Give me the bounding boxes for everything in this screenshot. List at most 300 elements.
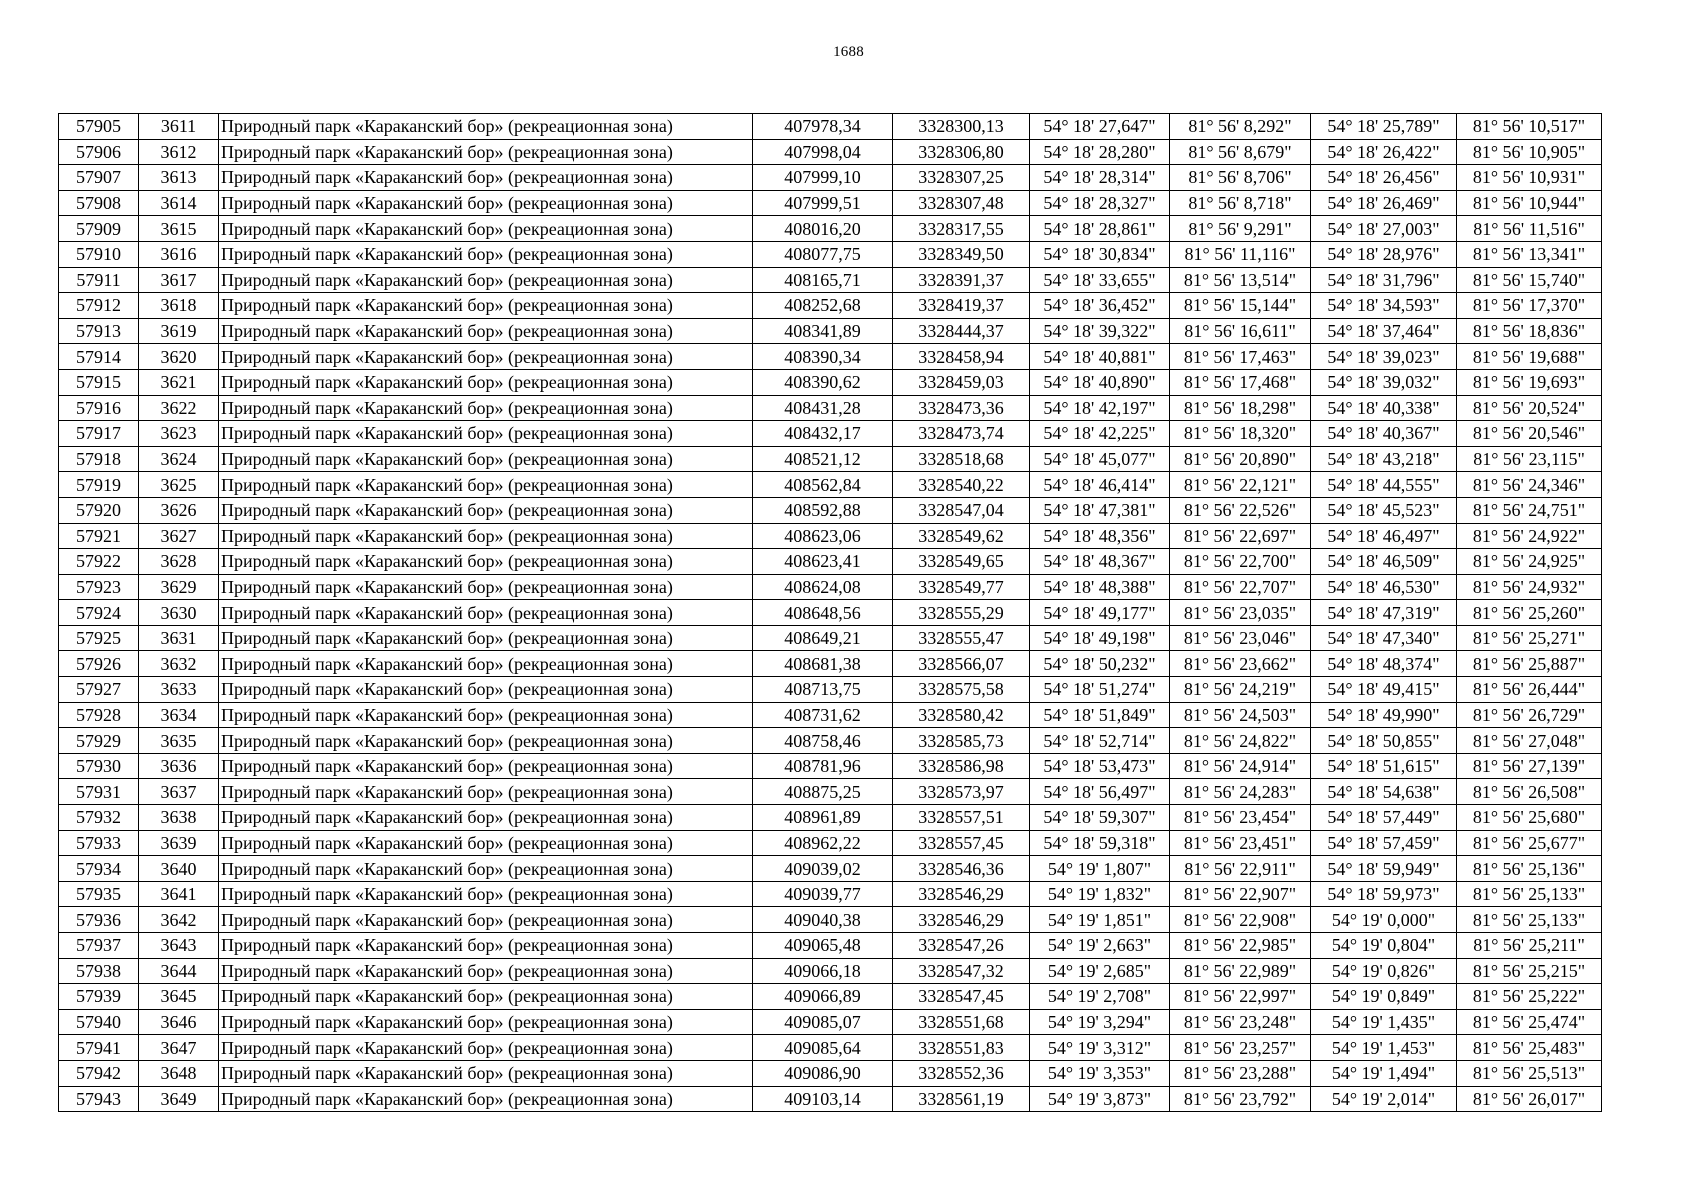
cell-lon-2: 81° 56' 20,546" xyxy=(1457,421,1602,447)
cell-row-no: 57935 xyxy=(59,881,139,907)
cell-lat-1: 54° 18' 28,327" xyxy=(1030,190,1170,216)
cell-name: Природный парк «Караканский бор» (рекреационная зона) xyxy=(219,1086,753,1112)
cell-lat-1: 54° 18' 56,497" xyxy=(1030,779,1170,805)
cell-lat-2: 54° 18' 39,023" xyxy=(1311,344,1457,370)
cell-name: Природный парк «Караканский бор» (рекреационная зона) xyxy=(219,241,753,267)
cell-y: 3328317,55 xyxy=(893,216,1030,242)
cell-point-no: 3640 xyxy=(139,856,219,882)
table-row xyxy=(59,753,1602,779)
cell-lat-1: 54° 18' 28,861" xyxy=(1030,216,1170,242)
cell-x: 408875,25 xyxy=(753,779,893,805)
cell-lon-1: 81° 56' 17,468" xyxy=(1170,369,1311,395)
cell-y: 3328307,25 xyxy=(893,165,1030,191)
cell-lat-2: 54° 18' 57,459" xyxy=(1311,830,1457,856)
cell-point-no: 3635 xyxy=(139,728,219,754)
cell-lat-2: 54° 18' 50,855" xyxy=(1311,728,1457,754)
cell-name: Природный парк «Караканский бор» (рекреационная зона) xyxy=(219,114,753,140)
cell-lat-1: 54° 18' 51,274" xyxy=(1030,677,1170,703)
cell-lon-2: 81° 56' 10,931" xyxy=(1457,165,1602,191)
cell-lat-1: 54° 18' 33,655" xyxy=(1030,267,1170,293)
cell-x: 408252,68 xyxy=(753,293,893,319)
cell-row-no: 57941 xyxy=(59,1035,139,1061)
cell-point-no: 3622 xyxy=(139,395,219,421)
table-row xyxy=(59,1009,1602,1035)
cell-row-no: 57936 xyxy=(59,907,139,933)
cell-row-no: 57924 xyxy=(59,600,139,626)
cell-lat-2: 54° 19' 1,494" xyxy=(1311,1060,1457,1086)
cell-x: 408341,89 xyxy=(753,318,893,344)
cell-lat-1: 54° 19' 3,353" xyxy=(1030,1060,1170,1086)
cell-row-no: 57918 xyxy=(59,446,139,472)
cell-row-no: 57922 xyxy=(59,549,139,575)
cell-lat-1: 54° 18' 49,177" xyxy=(1030,600,1170,626)
cell-name: Природный парк «Караканский бор» (рекреационная зона) xyxy=(219,472,753,498)
table-row xyxy=(59,779,1602,805)
cell-point-no: 3627 xyxy=(139,523,219,549)
table-row xyxy=(59,241,1602,267)
cell-lon-2: 81° 56' 24,751" xyxy=(1457,497,1602,523)
cell-row-no: 57914 xyxy=(59,344,139,370)
cell-lat-1: 54° 19' 1,807" xyxy=(1030,856,1170,882)
cell-lon-2: 81° 56' 26,508" xyxy=(1457,779,1602,805)
cell-name: Природный парк «Караканский бор» (рекреационная зона) xyxy=(219,165,753,191)
cell-y: 3328557,51 xyxy=(893,805,1030,831)
cell-name: Природный парк «Караканский бор» (рекреационная зона) xyxy=(219,651,753,677)
cell-x: 408781,96 xyxy=(753,753,893,779)
cell-lat-1: 54° 18' 40,890" xyxy=(1030,369,1170,395)
cell-row-no: 57919 xyxy=(59,472,139,498)
cell-lon-2: 81° 56' 25,680" xyxy=(1457,805,1602,831)
cell-row-no: 57926 xyxy=(59,651,139,677)
table-row xyxy=(59,958,1602,984)
cell-lon-2: 81° 56' 19,693" xyxy=(1457,369,1602,395)
cell-lat-2: 54° 18' 31,796" xyxy=(1311,267,1457,293)
cell-lon-1: 81° 56' 22,908" xyxy=(1170,907,1311,933)
cell-name: Природный парк «Караканский бор» (рекреационная зона) xyxy=(219,1060,753,1086)
cell-lat-1: 54° 19' 2,663" xyxy=(1030,933,1170,959)
cell-x: 408731,62 xyxy=(753,702,893,728)
cell-x: 408623,41 xyxy=(753,549,893,575)
cell-lat-2: 54° 18' 40,338" xyxy=(1311,395,1457,421)
cell-lon-2: 81° 56' 27,048" xyxy=(1457,728,1602,754)
cell-lon-2: 81° 56' 26,017" xyxy=(1457,1086,1602,1112)
cell-point-no: 3616 xyxy=(139,241,219,267)
table-row xyxy=(59,1086,1602,1112)
table-row xyxy=(59,114,1602,140)
cell-lon-1: 81° 56' 23,046" xyxy=(1170,625,1311,651)
cell-lat-1: 54° 19' 3,873" xyxy=(1030,1086,1170,1112)
cell-lat-2: 54° 18' 26,456" xyxy=(1311,165,1457,191)
cell-lat-1: 54° 18' 53,473" xyxy=(1030,753,1170,779)
cell-name: Природный парк «Караканский бор» (рекреационная зона) xyxy=(219,549,753,575)
cell-lat-1: 54° 19' 3,294" xyxy=(1030,1009,1170,1035)
cell-lon-2: 81° 56' 25,222" xyxy=(1457,984,1602,1010)
cell-point-no: 3647 xyxy=(139,1035,219,1061)
cell-x: 408713,75 xyxy=(753,677,893,703)
cell-x: 408961,89 xyxy=(753,805,893,831)
cell-y: 3328518,68 xyxy=(893,446,1030,472)
cell-lat-1: 54° 18' 27,647" xyxy=(1030,114,1170,140)
cell-lat-1: 54° 19' 3,312" xyxy=(1030,1035,1170,1061)
cell-lat-1: 54° 18' 51,849" xyxy=(1030,702,1170,728)
table-row xyxy=(59,267,1602,293)
cell-x: 408521,12 xyxy=(753,446,893,472)
cell-lon-1: 81° 56' 20,890" xyxy=(1170,446,1311,472)
cell-lon-2: 81° 56' 25,271" xyxy=(1457,625,1602,651)
cell-lat-1: 54° 19' 2,685" xyxy=(1030,958,1170,984)
cell-x: 409103,14 xyxy=(753,1086,893,1112)
cell-row-no: 57929 xyxy=(59,728,139,754)
cell-lat-1: 54° 18' 42,197" xyxy=(1030,395,1170,421)
cell-point-no: 3624 xyxy=(139,446,219,472)
cell-lon-2: 81° 56' 26,729" xyxy=(1457,702,1602,728)
cell-point-no: 3636 xyxy=(139,753,219,779)
cell-y: 3328561,19 xyxy=(893,1086,1030,1112)
table-row xyxy=(59,190,1602,216)
cell-lon-2: 81° 56' 25,211" xyxy=(1457,933,1602,959)
cell-name: Природный парк «Караканский бор» (рекреационная зона) xyxy=(219,830,753,856)
cell-lat-2: 54° 19' 0,826" xyxy=(1311,958,1457,984)
cell-y: 3328546,36 xyxy=(893,856,1030,882)
cell-lat-2: 54° 18' 28,976" xyxy=(1311,241,1457,267)
cell-row-no: 57931 xyxy=(59,779,139,805)
cell-x: 409066,89 xyxy=(753,984,893,1010)
cell-point-no: 3631 xyxy=(139,625,219,651)
cell-lon-1: 81° 56' 17,463" xyxy=(1170,344,1311,370)
cell-point-no: 3645 xyxy=(139,984,219,1010)
cell-point-no: 3641 xyxy=(139,881,219,907)
cell-lat-1: 54° 19' 1,832" xyxy=(1030,881,1170,907)
cell-y: 3328349,50 xyxy=(893,241,1030,267)
cell-point-no: 3642 xyxy=(139,907,219,933)
cell-point-no: 3612 xyxy=(139,139,219,165)
cell-lon-1: 81° 56' 8,706" xyxy=(1170,165,1311,191)
cell-y: 3328547,45 xyxy=(893,984,1030,1010)
cell-lat-2: 54° 18' 46,530" xyxy=(1311,574,1457,600)
cell-x: 408562,84 xyxy=(753,472,893,498)
cell-lat-2: 54° 18' 51,615" xyxy=(1311,753,1457,779)
cell-name: Природный парк «Караканский бор» (рекреационная зона) xyxy=(219,267,753,293)
cell-lat-1: 54° 18' 46,414" xyxy=(1030,472,1170,498)
cell-point-no: 3637 xyxy=(139,779,219,805)
cell-lon-2: 81° 56' 19,688" xyxy=(1457,344,1602,370)
cell-point-no: 3617 xyxy=(139,267,219,293)
cell-name: Природный парк «Караканский бор» (рекреационная зона) xyxy=(219,190,753,216)
cell-y: 3328575,58 xyxy=(893,677,1030,703)
cell-lon-1: 81° 56' 23,035" xyxy=(1170,600,1311,626)
cell-y: 3328552,36 xyxy=(893,1060,1030,1086)
cell-name: Природный парк «Караканский бор» (рекреационная зона) xyxy=(219,753,753,779)
cell-lat-2: 54° 18' 45,523" xyxy=(1311,497,1457,523)
cell-name: Природный парк «Караканский бор» (рекреационная зона) xyxy=(219,1035,753,1061)
cell-x: 409039,77 xyxy=(753,881,893,907)
cell-lon-2: 81° 56' 18,836" xyxy=(1457,318,1602,344)
cell-lon-1: 81° 56' 8,718" xyxy=(1170,190,1311,216)
cell-lon-1: 81° 56' 9,291" xyxy=(1170,216,1311,242)
cell-y: 3328549,62 xyxy=(893,523,1030,549)
cell-x: 407978,34 xyxy=(753,114,893,140)
cell-row-no: 57909 xyxy=(59,216,139,242)
cell-x: 408649,21 xyxy=(753,625,893,651)
cell-lon-2: 81° 56' 24,932" xyxy=(1457,574,1602,600)
cell-point-no: 3629 xyxy=(139,574,219,600)
cell-lat-1: 54° 18' 50,232" xyxy=(1030,651,1170,677)
cell-name: Природный парк «Караканский бор» (рекреационная зона) xyxy=(219,369,753,395)
cell-name: Природный парк «Караканский бор» (рекреационная зона) xyxy=(219,958,753,984)
cell-lon-1: 81° 56' 23,288" xyxy=(1170,1060,1311,1086)
cell-point-no: 3625 xyxy=(139,472,219,498)
cell-lon-2: 81° 56' 25,887" xyxy=(1457,651,1602,677)
cell-lon-2: 81° 56' 24,346" xyxy=(1457,472,1602,498)
table-row xyxy=(59,446,1602,472)
cell-lat-2: 54° 18' 49,415" xyxy=(1311,677,1457,703)
cell-lon-1: 81° 56' 11,116" xyxy=(1170,241,1311,267)
cell-name: Природный парк «Караканский бор» (рекреационная зона) xyxy=(219,216,753,242)
cell-lat-1: 54° 18' 30,834" xyxy=(1030,241,1170,267)
cell-lon-1: 81° 56' 22,907" xyxy=(1170,881,1311,907)
cell-lat-2: 54° 18' 34,593" xyxy=(1311,293,1457,319)
cell-x: 408623,06 xyxy=(753,523,893,549)
cell-point-no: 3614 xyxy=(139,190,219,216)
cell-y: 3328546,29 xyxy=(893,907,1030,933)
cell-lon-2: 81° 56' 13,341" xyxy=(1457,241,1602,267)
cell-x: 409066,18 xyxy=(753,958,893,984)
table-row xyxy=(59,881,1602,907)
cell-lat-1: 54° 18' 48,367" xyxy=(1030,549,1170,575)
cell-lon-2: 81° 56' 25,483" xyxy=(1457,1035,1602,1061)
cell-lat-1: 54° 18' 48,388" xyxy=(1030,574,1170,600)
cell-lat-2: 54° 19' 2,014" xyxy=(1311,1086,1457,1112)
cell-lon-1: 81° 56' 18,298" xyxy=(1170,395,1311,421)
cell-row-no: 57917 xyxy=(59,421,139,447)
cell-lon-2: 81° 56' 25,133" xyxy=(1457,881,1602,907)
table-row xyxy=(59,421,1602,447)
cell-point-no: 3621 xyxy=(139,369,219,395)
cell-lon-2: 81° 56' 25,260" xyxy=(1457,600,1602,626)
cell-name: Природный парк «Караканский бор» (рекреационная зона) xyxy=(219,139,753,165)
cell-lon-1: 81° 56' 22,911" xyxy=(1170,856,1311,882)
cell-lat-1: 54° 18' 48,356" xyxy=(1030,523,1170,549)
table-row xyxy=(59,216,1602,242)
cell-lat-2: 54° 18' 27,003" xyxy=(1311,216,1457,242)
cell-y: 3328546,29 xyxy=(893,881,1030,907)
cell-name: Природный парк «Караканский бор» (рекреационная зона) xyxy=(219,446,753,472)
cell-lon-1: 81° 56' 23,792" xyxy=(1170,1086,1311,1112)
cell-lon-1: 81° 56' 22,997" xyxy=(1170,984,1311,1010)
cell-y: 3328473,74 xyxy=(893,421,1030,447)
cell-point-no: 3646 xyxy=(139,1009,219,1035)
cell-lon-2: 81° 56' 25,136" xyxy=(1457,856,1602,882)
cell-x: 408758,46 xyxy=(753,728,893,754)
cell-lon-1: 81° 56' 24,822" xyxy=(1170,728,1311,754)
cell-point-no: 3615 xyxy=(139,216,219,242)
cell-name: Природный парк «Караканский бор» (рекреационная зона) xyxy=(219,779,753,805)
cell-y: 3328555,29 xyxy=(893,600,1030,626)
cell-y: 3328444,37 xyxy=(893,318,1030,344)
cell-lon-1: 81° 56' 8,679" xyxy=(1170,139,1311,165)
cell-lat-1: 54° 18' 40,881" xyxy=(1030,344,1170,370)
cell-name: Природный парк «Караканский бор» (рекреационная зона) xyxy=(219,1009,753,1035)
cell-row-no: 57923 xyxy=(59,574,139,600)
cell-x: 408390,34 xyxy=(753,344,893,370)
cell-lat-2: 54° 18' 59,949" xyxy=(1311,856,1457,882)
table-row xyxy=(59,728,1602,754)
cell-row-no: 57907 xyxy=(59,165,139,191)
cell-y: 3328586,98 xyxy=(893,753,1030,779)
cell-x: 409065,48 xyxy=(753,933,893,959)
cell-lat-1: 54° 19' 1,851" xyxy=(1030,907,1170,933)
cell-lat-1: 54° 19' 2,708" xyxy=(1030,984,1170,1010)
table-row xyxy=(59,1035,1602,1061)
cell-lat-1: 54° 18' 59,318" xyxy=(1030,830,1170,856)
cell-name: Природный парк «Караканский бор» (рекреационная зона) xyxy=(219,600,753,626)
cell-y: 3328555,47 xyxy=(893,625,1030,651)
cell-lat-1: 54° 18' 28,314" xyxy=(1030,165,1170,191)
cell-name: Природный парк «Караканский бор» (рекреационная зона) xyxy=(219,625,753,651)
cell-point-no: 3634 xyxy=(139,702,219,728)
cell-point-no: 3620 xyxy=(139,344,219,370)
cell-x: 408077,75 xyxy=(753,241,893,267)
table-row xyxy=(59,651,1602,677)
cell-row-no: 57908 xyxy=(59,190,139,216)
table-row xyxy=(59,933,1602,959)
cell-name: Природный парк «Караканский бор» (рекреационная зона) xyxy=(219,574,753,600)
cell-lon-2: 81° 56' 24,922" xyxy=(1457,523,1602,549)
cell-lon-1: 81° 56' 22,985" xyxy=(1170,933,1311,959)
cell-y: 3328573,97 xyxy=(893,779,1030,805)
cell-name: Природный парк «Караканский бор» (рекреационная зона) xyxy=(219,881,753,907)
cell-point-no: 3618 xyxy=(139,293,219,319)
cell-lon-2: 81° 56' 24,925" xyxy=(1457,549,1602,575)
cell-x: 408962,22 xyxy=(753,830,893,856)
cell-row-no: 57912 xyxy=(59,293,139,319)
table-row xyxy=(59,549,1602,575)
cell-lon-1: 81° 56' 23,451" xyxy=(1170,830,1311,856)
table-row xyxy=(59,702,1602,728)
cell-row-no: 57934 xyxy=(59,856,139,882)
cell-name: Природный парк «Караканский бор» (рекреационная зона) xyxy=(219,702,753,728)
coordinates-table xyxy=(58,113,1602,1112)
cell-lon-2: 81° 56' 25,215" xyxy=(1457,958,1602,984)
cell-point-no: 3632 xyxy=(139,651,219,677)
cell-lon-1: 81° 56' 24,283" xyxy=(1170,779,1311,805)
cell-y: 3328419,37 xyxy=(893,293,1030,319)
cell-lat-1: 54° 18' 36,452" xyxy=(1030,293,1170,319)
cell-lon-1: 81° 56' 23,454" xyxy=(1170,805,1311,831)
cell-point-no: 3644 xyxy=(139,958,219,984)
page-number: 1688 xyxy=(833,44,864,60)
cell-lat-2: 54° 18' 39,032" xyxy=(1311,369,1457,395)
cell-lon-1: 81° 56' 23,662" xyxy=(1170,651,1311,677)
cell-row-no: 57920 xyxy=(59,497,139,523)
cell-name: Природный парк «Караканский бор» (рекреационная зона) xyxy=(219,856,753,882)
table-row xyxy=(59,369,1602,395)
cell-lat-1: 54° 18' 49,198" xyxy=(1030,625,1170,651)
cell-y: 3328549,77 xyxy=(893,574,1030,600)
cell-lon-2: 81° 56' 20,524" xyxy=(1457,395,1602,421)
cell-lon-2: 81° 56' 17,370" xyxy=(1457,293,1602,319)
cell-name: Природный парк «Караканский бор» (рекреационная зона) xyxy=(219,933,753,959)
cell-name: Природный парк «Караканский бор» (рекреационная зона) xyxy=(219,421,753,447)
cell-x: 409085,64 xyxy=(753,1035,893,1061)
cell-x: 407998,04 xyxy=(753,139,893,165)
cell-lon-1: 81° 56' 8,292" xyxy=(1170,114,1311,140)
cell-x: 409086,90 xyxy=(753,1060,893,1086)
cell-row-no: 57938 xyxy=(59,958,139,984)
cell-row-no: 57921 xyxy=(59,523,139,549)
table-row xyxy=(59,600,1602,626)
cell-x: 409039,02 xyxy=(753,856,893,882)
cell-point-no: 3648 xyxy=(139,1060,219,1086)
cell-lat-2: 54° 18' 40,367" xyxy=(1311,421,1457,447)
cell-point-no: 3613 xyxy=(139,165,219,191)
cell-x: 409040,38 xyxy=(753,907,893,933)
cell-lon-1: 81° 56' 13,514" xyxy=(1170,267,1311,293)
cell-y: 3328557,45 xyxy=(893,830,1030,856)
cell-x: 408624,08 xyxy=(753,574,893,600)
table-row xyxy=(59,523,1602,549)
table-row xyxy=(59,318,1602,344)
cell-lon-2: 81° 56' 25,677" xyxy=(1457,830,1602,856)
cell-lon-2: 81° 56' 10,944" xyxy=(1457,190,1602,216)
cell-lon-2: 81° 56' 23,115" xyxy=(1457,446,1602,472)
cell-lat-2: 54° 18' 54,638" xyxy=(1311,779,1457,805)
cell-x: 408390,62 xyxy=(753,369,893,395)
cell-point-no: 3628 xyxy=(139,549,219,575)
cell-name: Природный парк «Караканский бор» (рекреационная зона) xyxy=(219,318,753,344)
table-body xyxy=(59,114,1602,1112)
cell-point-no: 3633 xyxy=(139,677,219,703)
cell-point-no: 3623 xyxy=(139,421,219,447)
cell-lon-2: 81° 56' 25,513" xyxy=(1457,1060,1602,1086)
cell-lat-2: 54° 18' 26,422" xyxy=(1311,139,1457,165)
cell-lon-1: 81° 56' 22,707" xyxy=(1170,574,1311,600)
cell-lat-2: 54° 18' 59,973" xyxy=(1311,881,1457,907)
cell-point-no: 3611 xyxy=(139,114,219,140)
cell-y: 3328549,65 xyxy=(893,549,1030,575)
cell-x: 407999,10 xyxy=(753,165,893,191)
cell-y: 3328585,73 xyxy=(893,728,1030,754)
cell-x: 409085,07 xyxy=(753,1009,893,1035)
cell-lat-2: 54° 18' 37,464" xyxy=(1311,318,1457,344)
cell-point-no: 3619 xyxy=(139,318,219,344)
cell-lon-2: 81° 56' 27,139" xyxy=(1457,753,1602,779)
cell-lon-2: 81° 56' 15,740" xyxy=(1457,267,1602,293)
cell-lat-2: 54° 18' 46,497" xyxy=(1311,523,1457,549)
cell-lon-1: 81° 56' 23,248" xyxy=(1170,1009,1311,1035)
cell-lon-1: 81° 56' 22,989" xyxy=(1170,958,1311,984)
cell-row-no: 57940 xyxy=(59,1009,139,1035)
cell-name: Природный парк «Караканский бор» (рекреационная зона) xyxy=(219,805,753,831)
cell-lon-2: 81° 56' 26,444" xyxy=(1457,677,1602,703)
table-row xyxy=(59,293,1602,319)
cell-lat-1: 54° 18' 52,714" xyxy=(1030,728,1170,754)
cell-point-no: 3639 xyxy=(139,830,219,856)
table-row xyxy=(59,344,1602,370)
cell-x: 408016,20 xyxy=(753,216,893,242)
cell-point-no: 3643 xyxy=(139,933,219,959)
cell-lon-1: 81° 56' 22,700" xyxy=(1170,549,1311,575)
table-row xyxy=(59,139,1602,165)
cell-name: Природный парк «Караканский бор» (рекреационная зона) xyxy=(219,293,753,319)
cell-row-no: 57932 xyxy=(59,805,139,831)
cell-point-no: 3638 xyxy=(139,805,219,831)
cell-row-no: 57943 xyxy=(59,1086,139,1112)
cell-y: 3328547,32 xyxy=(893,958,1030,984)
table-row xyxy=(59,984,1602,1010)
cell-lat-1: 54° 18' 59,307" xyxy=(1030,805,1170,831)
table-row xyxy=(59,1060,1602,1086)
